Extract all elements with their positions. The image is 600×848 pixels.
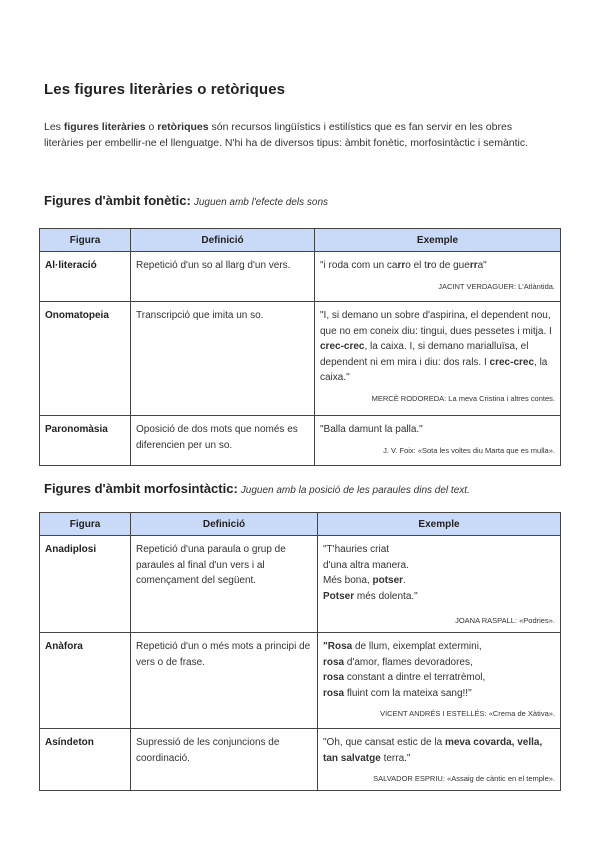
- intro-text: són recursos lingüístics i estilístics que es fan servir en les obres literàries per embellir-ne el llenguatge. N'hi ha de diversos tipus: àmbit fonètic, morfosintàctic i semàntic.: [44, 121, 529, 149]
- example-fragment: de llum, eixemplat extermini,: [352, 641, 482, 652]
- figure-definition: Supressió de les conjuncions de coordinació.: [131, 729, 318, 791]
- example-fragment: fluint com la mateixa sang!!": [344, 687, 472, 699]
- column-header: Definició: [131, 513, 318, 536]
- figure-definition: Transcripció que imita un so.: [131, 302, 315, 416]
- figure-name: Anadiplosi: [40, 536, 131, 633]
- example-highlight: r: [426, 260, 431, 271]
- intro-bold: retòriques: [157, 121, 209, 133]
- example-highlight: crec-crec: [320, 341, 365, 352]
- column-header: Figura: [40, 513, 131, 536]
- section-heading-morphosyntactic: [44, 481, 470, 496]
- figure-example: [318, 729, 561, 791]
- table-row: [40, 416, 561, 466]
- example-fragment: més dolenta.": [354, 590, 418, 602]
- example-highlight: rosa: [323, 687, 345, 699]
- section-heading-phonetic: [44, 193, 328, 208]
- table-row: [40, 302, 561, 416]
- example-line: [323, 686, 555, 702]
- section-subtitle: Juguen amb l'efecte dels sons: [193, 197, 329, 208]
- example-author: JACINT VERDAGUER: L'Atlàntida.: [438, 281, 555, 291]
- section-title: Figures d'àmbit fonètic:: [44, 193, 191, 208]
- example-highlight: meva covarda, vella, tan salvatge: [323, 737, 543, 764]
- section-subtitle: Juguen amb la posició de les paraules dins del text.: [240, 485, 470, 496]
- figure-name: Al·literació: [40, 252, 131, 302]
- figure-example: [315, 302, 561, 416]
- example-fragment: a": [477, 260, 487, 271]
- figure-example: [318, 536, 561, 633]
- example-fragment: constant a dintre el terratrèmol,: [344, 672, 486, 683]
- example-line: [323, 670, 555, 686]
- example-fragment: terra.": [380, 752, 411, 764]
- section-title: Figures d'àmbit morfosintàctic:: [44, 481, 238, 496]
- example-fragment: .: [403, 575, 406, 586]
- example-text: [320, 258, 555, 274]
- column-header: Figura: [40, 229, 131, 252]
- figure-example: [318, 633, 561, 729]
- example-line: "T'hauries criat: [323, 544, 390, 555]
- example-fragment: , la caixa. I, si demano marialluïsa, el dependent ni em mira i diu: dos rals. I: [320, 341, 529, 368]
- example-fragment: , la caixa.": [320, 356, 548, 383]
- figure-definition: Repetició d'un o més mots a principi de vers o de frase.: [131, 633, 318, 729]
- example-highlight: rosa: [323, 656, 345, 668]
- intro-text: o: [145, 121, 158, 133]
- intro-bold: figures literàries: [63, 121, 146, 133]
- example-fragment: o el t: [405, 260, 427, 271]
- figure-definition: Repetició d'una paraula o grup de paraules al final d'un vers i al començament del següent.: [131, 536, 318, 633]
- table-header-row: [40, 229, 561, 252]
- example-text: "Balla damunt la palla.": [320, 424, 423, 435]
- table-row: [40, 252, 561, 302]
- figure-name: Anàfora: [40, 633, 131, 729]
- example-fragment: Més bona,: [323, 575, 373, 586]
- example-text: [320, 308, 555, 386]
- example-author: VICENT ANDRÉS I ESTELLÉS: «Crema de Xàtiva».: [380, 709, 555, 718]
- example-highlight: rr: [469, 260, 478, 271]
- page-title: Les figures literàries o retòriques: [44, 81, 286, 98]
- table-header-row: [40, 513, 561, 536]
- example-line: d'una altra manera.: [323, 559, 409, 571]
- phonetic-figures-table: [39, 228, 561, 466]
- figure-definition: Repetició d'un so al llarg d'un vers.: [131, 252, 315, 302]
- example-fragment: o de gue: [430, 260, 470, 271]
- column-header: Exemple: [318, 513, 561, 536]
- figure-name: Paronomàsia: [40, 416, 131, 466]
- example-fragment: "i roda com un ca: [320, 260, 398, 271]
- example-highlight: rosa: [323, 672, 345, 683]
- figure-name: Onomatopeia: [40, 302, 131, 416]
- example-fragment: "I, si demano un sobre d'aspirina, el dependent nou, que no em coneix diu: tingui, dues pessetes i mitja. I: [320, 310, 552, 337]
- intro-paragraph: [44, 120, 544, 151]
- example-fragment: "Oh, que cansat estic de la: [323, 737, 445, 748]
- example-author: JOANA RASPALL: «Podries».: [455, 616, 555, 625]
- example-line: [323, 589, 555, 605]
- example-fragment: d'amor, flames devoradores,: [344, 656, 473, 668]
- example-author: J. V. Foix: «Sota les voltes diu Marta que es mulla».: [383, 445, 555, 455]
- column-header: Exemple: [315, 229, 561, 252]
- column-header: Definició: [131, 229, 315, 252]
- figure-example: [315, 252, 561, 302]
- table-row: [40, 536, 561, 633]
- example-line: [323, 639, 555, 655]
- example-author: SALVADOR ESPRIU: «Assaig de càntic en el temple».: [373, 774, 555, 783]
- example-highlight: crec-crec: [489, 356, 535, 368]
- example-highlight: "Rosa: [323, 641, 353, 652]
- figure-example: [315, 416, 561, 466]
- figure-name: Asíndeton: [40, 729, 131, 791]
- intro-text: Les: [44, 121, 64, 133]
- example-line: [323, 573, 555, 589]
- example-highlight: Potser: [323, 590, 355, 602]
- morphosyntactic-figures-table: [39, 512, 561, 791]
- example-author: MERCÈ RODOREDA: La meva Cristina i altres contes.: [371, 393, 555, 403]
- example-line: [323, 655, 555, 671]
- table-row: [40, 633, 561, 729]
- table-row: [40, 729, 561, 791]
- example-text: [323, 735, 555, 766]
- example-highlight: rr: [397, 260, 406, 271]
- example-highlight: potser: [372, 575, 404, 586]
- figure-definition: Oposició de dos mots que només es diferencien per un so.: [131, 416, 315, 466]
